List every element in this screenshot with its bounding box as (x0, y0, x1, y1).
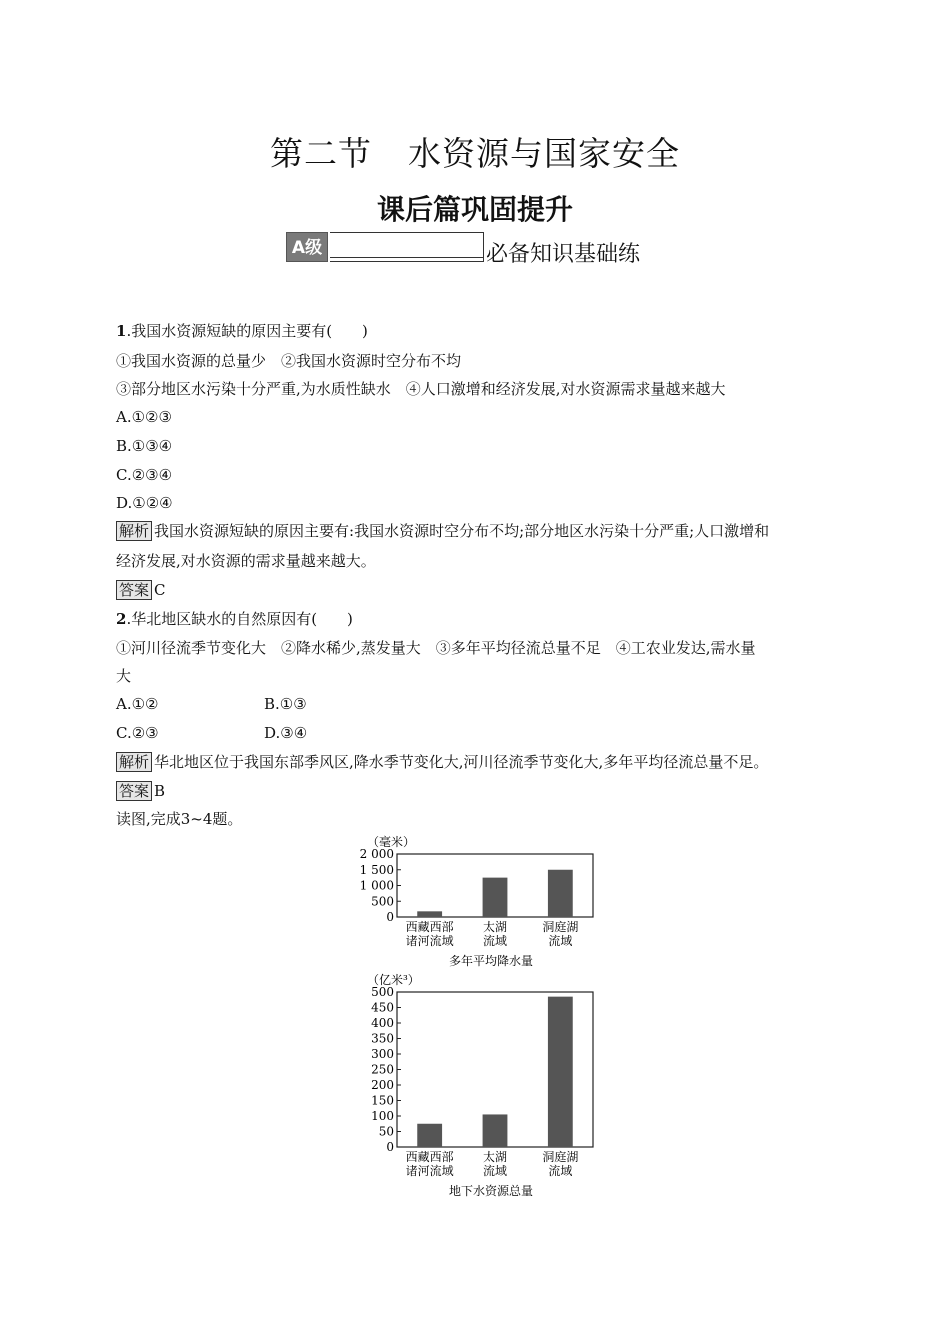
q2-option-b: B.①③ (264, 695, 307, 713)
groundwater-chart-svg (345, 968, 615, 1206)
precip-ytick-label: 1 000 (359, 878, 394, 893)
groundwater-ytick-label: 300 (371, 1047, 394, 1061)
read-prompt: 读图,完成3~4题。 (116, 810, 243, 828)
groundwater-ytick-label: 350 (371, 1031, 394, 1046)
groundwater-ytick-label: 150 (371, 1093, 394, 1108)
groundwater-category-label: 西藏西部 (405, 1150, 454, 1164)
page-title (0, 128, 950, 175)
q1-analysis-tag: 解析 (116, 521, 152, 541)
groundwater-ytick-label: 250 (371, 1062, 394, 1077)
q2-answer-tag: 答案 (116, 781, 152, 801)
q1-option-c: C.②③④ (116, 466, 173, 484)
groundwater-ytick-label: 400 (371, 1016, 394, 1030)
precip-bar (548, 870, 573, 917)
precipitation-chart-svg (345, 828, 615, 976)
q1-statement-2: ③部分地区水污染十分严重,为水质性缺水 ④人口激增和经济发展,对水资源需求量越来越大 (116, 380, 726, 398)
q1-stem (116, 321, 368, 341)
level-box (330, 232, 484, 262)
groundwater-ytick-label: 500 (371, 985, 394, 999)
groundwater-title: 地下水资源总量 (448, 1184, 534, 1198)
q1-analysis-text-1: 我国水资源短缺的原因主要有:我国水资源时空分布不均;部分地区水污染十分严重;人口激增和 (154, 522, 770, 540)
groundwater-bar (483, 1114, 508, 1147)
q2-option-c: C.②③ (116, 724, 159, 742)
groundwater-bar (417, 1124, 442, 1147)
level-text: 必备知识基础练 (486, 242, 641, 267)
precipitation-chart (345, 828, 615, 980)
q2-option-d: D.③④ (264, 724, 308, 742)
q2-analysis-text: 华北地区位于我国东部季风区,降水季节变化大,河川径流季节变化大,多年平均径流总量不足。 (154, 753, 769, 771)
precip-ytick-label: 1 500 (359, 862, 394, 877)
q1-answer (116, 580, 166, 600)
groundwater-ytick-label: 100 (371, 1109, 394, 1123)
groundwater-bar (548, 997, 573, 1147)
precip-title: 多年平均降水量 (448, 954, 534, 968)
q2-answer-value: B (154, 782, 166, 800)
title-part2: 水资源与国家安全 (408, 134, 680, 173)
precip-ytick-label: 500 (371, 894, 394, 909)
q2-stem-text: .华北地区缺水的自然原因有( ) (126, 610, 353, 628)
q1-analysis-text-2: 经济发展,对水资源的需求量越来越大。 (116, 552, 376, 570)
precip-bar (483, 878, 508, 917)
q2-analysis (116, 752, 768, 772)
q2-statement-1: ①河川径流季节变化大 ②降水稀少,蒸发量大 ③多年平均径流总量不足 ④工农业发达,需水量 (116, 639, 756, 657)
q1-option-d: D.①②④ (116, 494, 173, 512)
groundwater-ytick-label: 200 (371, 1078, 394, 1092)
level-header (286, 232, 706, 266)
q1-answer-value: C (154, 581, 166, 599)
groundwater-chart (345, 968, 615, 1210)
q1-option-a: A.①②③ (116, 408, 172, 426)
q2-option-a: A.①② (116, 695, 159, 713)
groundwater-category-label: 诸河流域 (405, 1164, 454, 1178)
groundwater-category-label: 太湖 (482, 1150, 508, 1164)
precip-bar (417, 911, 442, 917)
precip-ytick-label: 2 000 (359, 847, 394, 861)
q1-number: 1 (116, 322, 127, 340)
q1-option-b: B.①③④ (116, 437, 173, 455)
groundwater-category-label: 洞庭湖 (542, 1150, 579, 1164)
precip-unit-label: （毫米） (367, 835, 416, 849)
q1-answer-tag: 答案 (116, 580, 152, 600)
precip-ytick-label: 0 (386, 910, 394, 924)
q2-answer (116, 781, 165, 801)
precip-category-label: 流域 (548, 934, 573, 948)
groundwater-ytick-label: 0 (386, 1140, 394, 1154)
q1-statement-1: ①我国水资源的总量少 ②我国水资源时空分布不均 (116, 352, 462, 370)
groundwater-category-label: 流域 (548, 1164, 573, 1178)
groundwater-ytick-label: 50 (378, 1124, 394, 1139)
precip-category-label: 洞庭湖 (542, 920, 579, 934)
page-subtitle: 课后篇巩固提升 (376, 193, 573, 226)
q2-analysis-tag: 解析 (116, 752, 152, 772)
title-part1: 第二节 (270, 134, 372, 173)
groundwater-unit-label: （亿米³） (367, 973, 420, 987)
q1-stem-text: .我国水资源短缺的原因主要有( ) (126, 322, 368, 340)
precip-category-label: 诸河流域 (405, 934, 454, 948)
level-badge: A级 (286, 232, 328, 262)
q2-number: 2 (116, 610, 127, 628)
q2-stem (116, 609, 353, 629)
precip-category-label: 流域 (482, 934, 508, 948)
groundwater-ytick-label: 450 (371, 1000, 394, 1015)
precip-category-label: 太湖 (482, 920, 508, 934)
q2-statement-2: 大 (116, 667, 132, 685)
q1-analysis (116, 521, 769, 541)
groundwater-category-label: 流域 (482, 1164, 508, 1178)
precip-category-label: 西藏西部 (405, 920, 454, 934)
